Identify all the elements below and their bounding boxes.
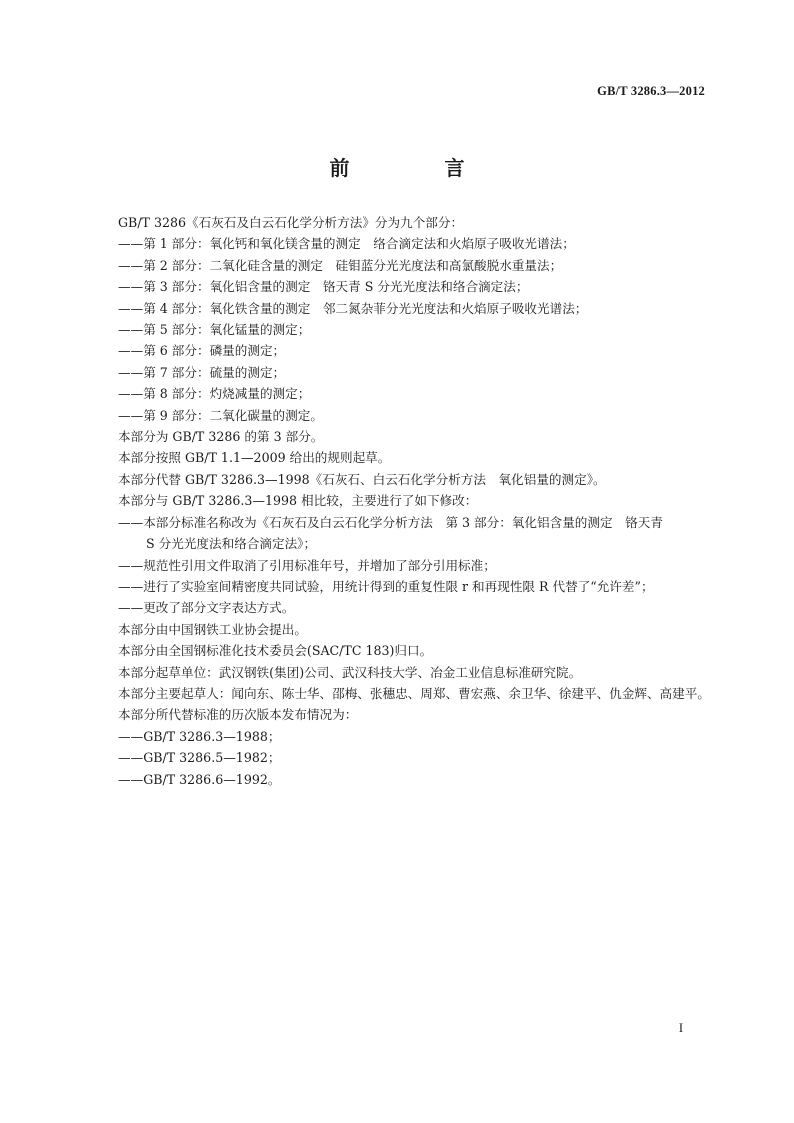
part-item-1: ——第 1 部分：氧化钙和氧化镁含量的测定 络合滴定法和火焰原子吸收光谱法； (118, 236, 575, 252)
intro-line: GB/T 3286《石灰石及白云石化学分析方法》分为九个部分： (118, 215, 464, 230)
page-number: I (678, 1021, 683, 1035)
changes-intro: 本部分与 GB/T 3286.3—1998 相比较，主要进行了如下修改： (118, 493, 478, 509)
scope-statement: 本部分为 GB/T 3286 的第 3 部分。 (118, 429, 324, 445)
previous-edition-3: ——GB/T 3286.6—1992。 (118, 771, 281, 787)
part-item-8: ——第 8 部分：灼烧减量的测定； (118, 386, 311, 402)
part-item-5: ——第 5 部分：氧化锰量的测定； (118, 322, 311, 338)
proposed-by: 本部分由中国钢铁工业协会提出。 (118, 621, 307, 637)
change-item-3: ——进行了实验室间精密度共同试验，用统计得到的重复性限 r 和再现性限 R 代替了“允许差”； (118, 578, 654, 594)
change-item-1: ——本部分标准名称改为《石灰石及白云石化学分析方法 第 3 部分：氧化铝含量的测定 铬天青 (118, 514, 663, 530)
change-item-1-continuation: S 分光光度法和络合滴定法》； (146, 536, 317, 552)
part-item-4: ——第 4 部分：氧化铁含量的测定 邻二氮杂菲分光光度法和火焰原子吸收光谱法； (118, 300, 588, 316)
foreword-body (118, 212, 718, 790)
change-item-4: ——更改了部分文字表达方式。 (118, 600, 295, 616)
page-title: 前 言 (329, 156, 509, 180)
previous-edition-2: ——GB/T 3286.5—1982； (118, 750, 281, 766)
previous-edition-1: ——GB/T 3286.3—1988； (118, 728, 281, 744)
part-item-3: ——第 3 部分：氧化铝含量的测定 铬天青 S 分光光度法和络合滴定法； (118, 279, 529, 295)
part-item-9: ——第 9 部分：二氧化碳量的测定。 (118, 407, 323, 423)
previous-editions-intro: 本部分所代替标准的历次版本发布情况为： (118, 707, 358, 723)
main-drafters: 本部分主要起草人：闻向东、陈士华、邵梅、张穗忠、周郑、曹宏燕、余卫华、徐建平、仇金辉、高建平。 (118, 685, 710, 701)
drafting-organizations: 本部分起草单位：武汉钢铁(集团)公司、武汉科技大学、冶金工业信息标准研究院。 (118, 664, 582, 680)
replaces-statement: 本部分代替 GB/T 3286.3—1998《石灰石、白云石化学分析方法 氧化铝量的测定》。 (118, 471, 606, 487)
part-item-7: ——第 7 部分：硫量的测定； (118, 364, 286, 380)
drafting-rules-statement: 本部分按照 GB/T 1.1—2009 给出的规则起草。 (118, 450, 391, 466)
part-item-6: ——第 6 部分：磷量的测定； (118, 343, 286, 359)
standard-code: GB/T 3286.3—2012 (597, 84, 705, 98)
change-item-2: ——规范性引用文件取消了引用标准年号，并增加了部分引用标准； (118, 557, 496, 573)
centralized-by: 本部分由全国钢标准化技术委员会(SAC/TC 183)归口。 (118, 643, 433, 659)
part-item-2: ——第 2 部分：二氧化硅含量的测定 硅钼蓝分光光度法和高氯酸脱水重量法； (118, 257, 563, 273)
